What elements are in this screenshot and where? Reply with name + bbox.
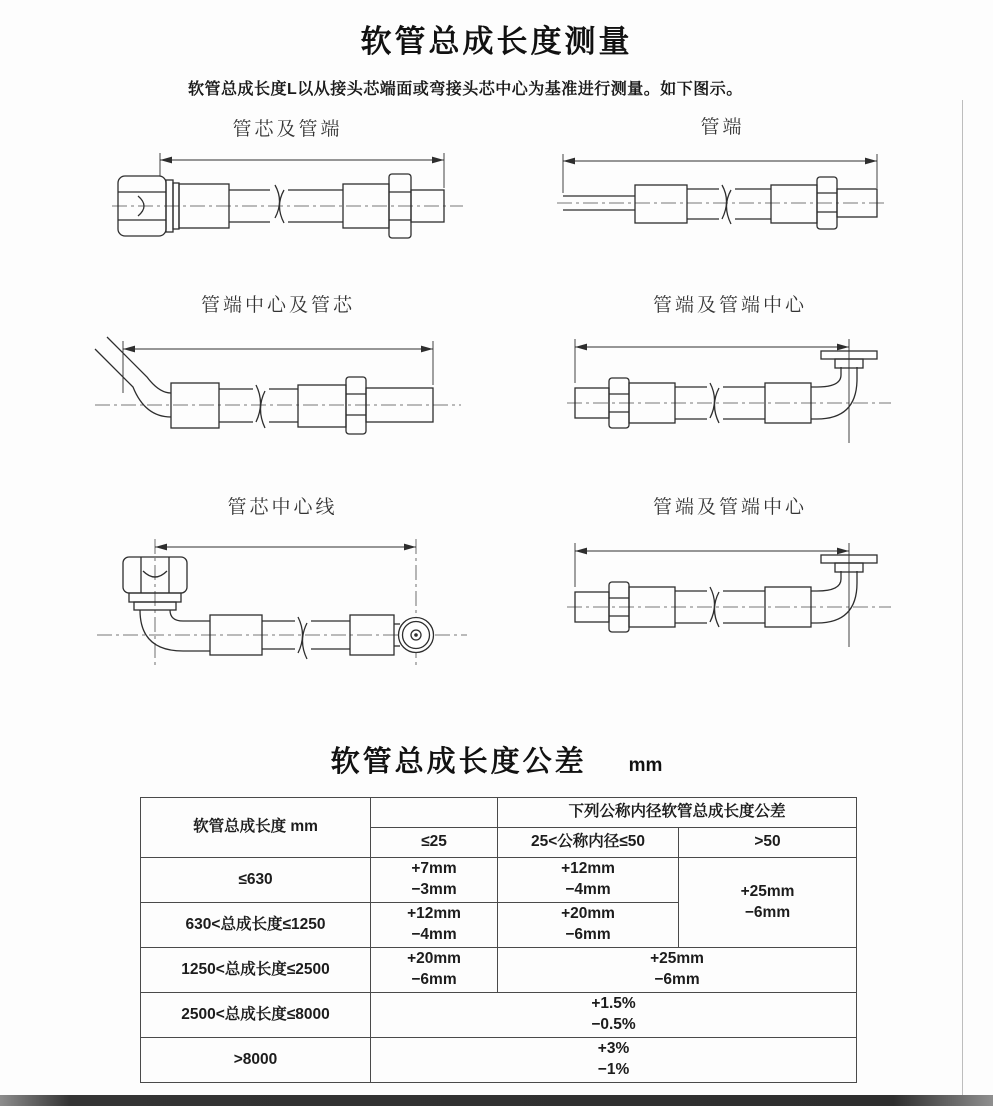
hose-diagram-end-and-elbow-1 <box>565 331 895 451</box>
tolerance-cell: +25mm −6mm <box>679 858 857 948</box>
tolerance-section-header <box>0 748 993 777</box>
page-title: 软管总成长度测量 <box>360 24 633 59</box>
group-header: 下列公称内径软管总成长度公差 <box>498 798 857 828</box>
hose-diagram-pipe-end <box>555 148 890 243</box>
dimension-line <box>563 154 877 193</box>
table-row <box>141 993 857 1038</box>
dimension-line <box>160 153 444 188</box>
elbow-flange-right <box>765 555 877 627</box>
tolerance-cell: +1.5% −0.5% <box>371 993 857 1038</box>
hose-body <box>229 185 343 223</box>
diagram-label: 管芯及管端 <box>232 119 343 140</box>
row-label: 2500<总成长度≤8000 <box>141 993 371 1038</box>
tolerance-cell: +25mm −6mm <box>498 948 857 993</box>
diagram-label: 管端及管端中心 <box>652 295 807 316</box>
diagram-block-end-and-end-center-1 <box>565 290 895 451</box>
tolerance-cell: +7mm −3mm <box>371 858 498 903</box>
angled-pipe-end-left <box>95 337 219 428</box>
hose-diagram-end-and-elbow-2 <box>565 535 895 655</box>
diagram-label: 管端中心及管芯 <box>200 295 355 316</box>
subheader-25-50: 25<公称内径≤50 <box>498 828 679 858</box>
subheader-le25: ≤25 <box>371 828 498 858</box>
table-row <box>141 1038 857 1083</box>
tolerance-cell: +12mm −4mm <box>498 858 679 903</box>
length-column-header: 软管总成长度 mm <box>141 798 371 858</box>
tolerance-cell: +12mm −4mm <box>371 903 498 948</box>
diagram-block-core-centerline <box>95 492 470 671</box>
diagram-label: 管端及管端中心 <box>652 497 807 518</box>
dimension-line <box>123 341 433 393</box>
elbow-fitting-left <box>123 557 262 655</box>
table-row <box>141 858 857 903</box>
row-label: 630<总成长度≤1250 <box>141 903 371 948</box>
page-edge-line <box>962 100 963 1095</box>
hose-body <box>219 385 298 428</box>
intro-text: 软管总成长度L以从接头芯端面或弯接头芯中心为基准进行测量。如下图示。 <box>188 81 743 98</box>
hose-body <box>262 617 350 659</box>
subheader-gt50: >50 <box>679 828 857 858</box>
table-row <box>141 948 857 993</box>
fitting-left-female-swivel <box>118 176 229 236</box>
table-header-row-1 <box>141 798 857 828</box>
pipe-end-left <box>563 185 687 223</box>
hose-body <box>687 185 771 224</box>
diagram-block-end-and-end-center-2 <box>565 492 895 655</box>
tolerance-table <box>140 797 857 1083</box>
elbow-flange-right <box>765 351 877 423</box>
diagram-label: 管芯中心线 <box>227 497 338 518</box>
dimension-line <box>155 544 416 551</box>
empty-header-cell <box>371 798 498 828</box>
fitting-right-male <box>298 377 433 434</box>
tolerance-unit: mm <box>628 755 663 776</box>
diagram-label: 管端 <box>700 117 745 138</box>
hose-diagram-core-centerline <box>95 531 470 671</box>
diagram-block-pipe-end <box>555 112 890 243</box>
hose-diagram-core-and-end <box>110 146 465 251</box>
diagram-block-end-center-and-core <box>93 290 463 451</box>
tolerance-cell: +3% −1% <box>371 1038 857 1083</box>
row-label: 1250<总成长度≤2500 <box>141 948 371 993</box>
tolerance-cell: +20mm −6mm <box>371 948 498 993</box>
row-label: ≤630 <box>141 858 371 903</box>
tolerance-cell: +20mm −6mm <box>498 903 679 948</box>
row-label: >8000 <box>141 1038 371 1083</box>
footer-bar <box>0 1095 993 1106</box>
hose-diagram-end-center-and-core <box>93 331 463 451</box>
tolerance-title: 软管总成长度公差 <box>330 746 587 778</box>
diagram-block-core-and-end <box>110 114 465 251</box>
